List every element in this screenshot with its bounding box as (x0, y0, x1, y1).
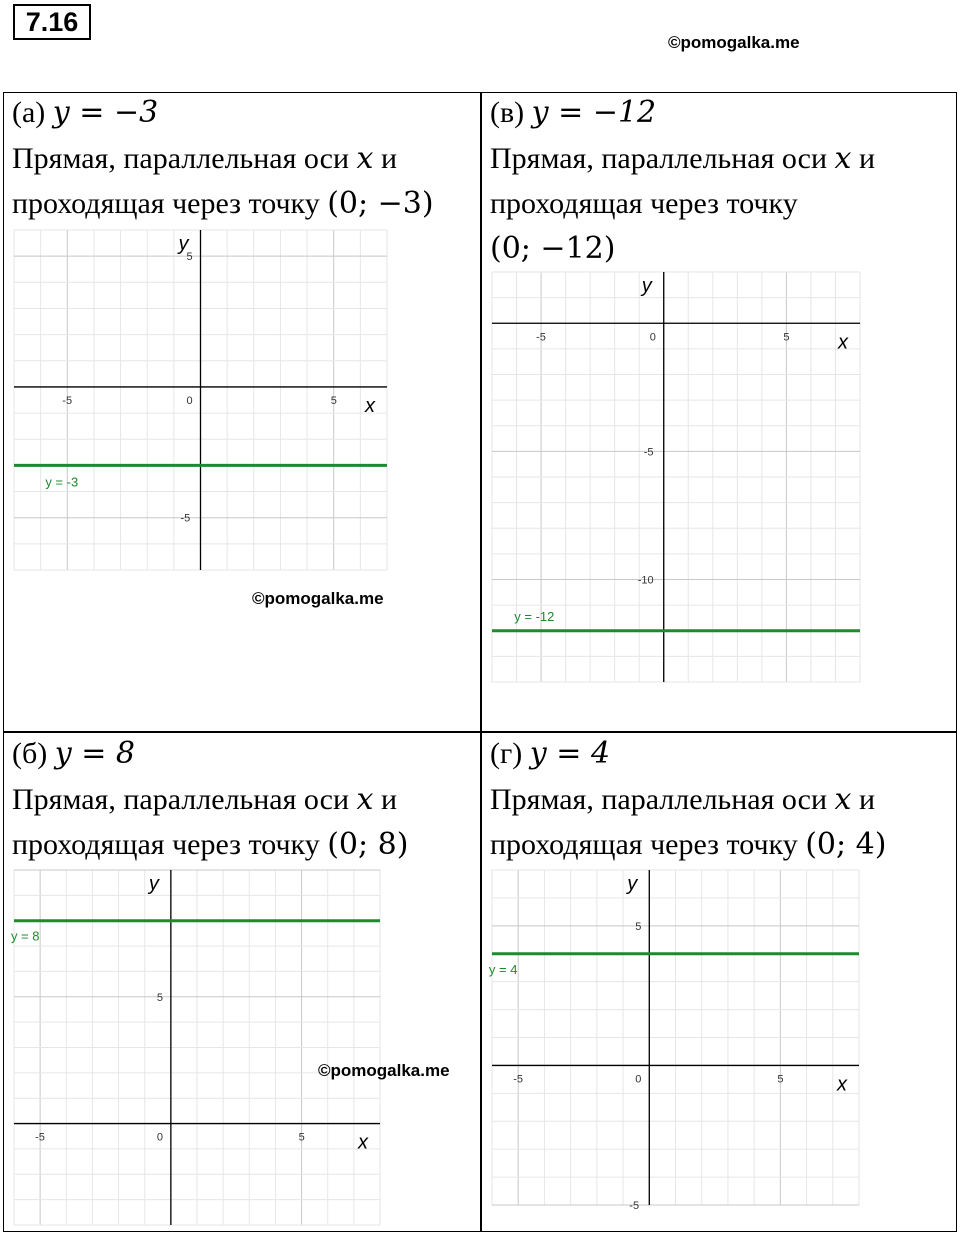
cell-v-conj: и (858, 142, 875, 175)
cell-g-desc2: проходящая через точку (490, 828, 798, 861)
y-axis-label: y (627, 873, 638, 895)
tick-label-x-neg: -5 (513, 1073, 523, 1086)
cell-v-axis-var: x (834, 141, 852, 176)
graph-a (14, 230, 387, 570)
tick-label-origin: 0 (156, 1131, 163, 1144)
tick-label-y-neg: -5 (180, 512, 191, 525)
y-axis-label: y (641, 275, 652, 297)
tick-label-y-pos: 5 (186, 251, 193, 264)
graph-line-label: y = 8 (10, 928, 40, 944)
tick-label-origin: 0 (186, 394, 193, 407)
cell-v-point: (0; −12) (490, 231, 616, 266)
tick-label-x-pos: 5 (298, 1131, 305, 1144)
cell-g-equation: y = 4 (529, 736, 611, 771)
cell-b-line1 (12, 777, 397, 822)
cell-a-desc: Прямая, параллельная оси (12, 142, 350, 175)
tick-label-x-pos: 5 (783, 331, 790, 344)
cell-b-desc: Прямая, параллельная оси (12, 783, 350, 816)
x-axis-label: x (838, 331, 848, 354)
cell-b-desc2: проходящая через точку (12, 828, 320, 861)
graph-b (10, 870, 380, 1225)
cell-v-heading (490, 90, 656, 135)
cell-b-axis-var: x (356, 782, 374, 817)
y-axis-label: y (178, 233, 189, 255)
cell-g-desc: Прямая, параллельная оси (490, 783, 828, 816)
cell-v-line1 (490, 136, 875, 181)
tick-label-x-neg: -5 (536, 331, 546, 344)
cell-v-desc: Прямая, параллельная оси (490, 142, 828, 175)
graph-g (488, 870, 859, 1212)
tick-label-origin: 0 (635, 1073, 642, 1086)
cell-a-equation: y = −3 (52, 95, 159, 130)
cell-b-heading (12, 731, 135, 776)
tick-label-y-neg: -5 (629, 1200, 640, 1212)
cell-a-desc2: проходящая через точку (12, 187, 320, 220)
problem-number: 7.16 (13, 4, 91, 40)
cell-a-conj: и (380, 142, 397, 175)
tick-label-x-pos: 5 (330, 394, 337, 407)
cell-a-watermark: ©pomogalka.me (252, 589, 384, 608)
graph-v (492, 272, 860, 682)
cell-g-axis-var: x (834, 782, 852, 817)
cell-a-line1 (12, 136, 397, 181)
cell-a-heading (12, 90, 158, 135)
cell-g-point: (0; 4) (805, 827, 887, 862)
cell-v-equation: y = −12 (531, 95, 657, 130)
cell-a-label: (а) (12, 96, 46, 129)
tick-label-y-pos: 5 (156, 991, 163, 1004)
cell-g-line2 (490, 822, 886, 867)
tick-label-y-pos: 5 (635, 920, 642, 933)
table-divider-horizontal (3, 731, 957, 733)
tick-label-x-pos: 5 (777, 1073, 784, 1086)
cell-v-label: (в) (490, 96, 525, 129)
cell-b-watermark: ©pomogalka.me (318, 1061, 450, 1080)
x-axis-label: x (358, 1131, 368, 1154)
cell-b-equation: y = 8 (54, 736, 135, 771)
y-axis-label: y (148, 873, 159, 895)
cell-a-line2 (12, 181, 434, 226)
tick-label-x-neg: -5 (62, 394, 73, 407)
x-axis-label: x (365, 394, 375, 417)
cell-g-line1 (490, 777, 875, 822)
cell-b-line2 (12, 822, 408, 867)
cell-g-label: (г) (490, 737, 523, 770)
cell-g-heading (490, 731, 610, 776)
graph-line-label: y = -12 (514, 608, 555, 624)
cell-g-conj: и (858, 783, 875, 816)
cell-b-point: (0; 8) (327, 827, 409, 862)
watermark: ©pomogalka.me (668, 33, 800, 52)
x-axis-label: x (837, 1073, 847, 1096)
graph-line-label: y = -3 (45, 474, 79, 490)
cell-a-axis-var: x (356, 141, 374, 176)
cell-b-conj: и (380, 783, 397, 816)
tick-label-y-neg2: -10 (637, 574, 654, 587)
graph-line-label: y = 4 (488, 961, 518, 977)
cell-b-label: (б) (12, 737, 48, 770)
table-divider-vertical (480, 92, 482, 1232)
tick-label-x-neg: -5 (35, 1131, 45, 1144)
tick-label-y-neg: -5 (643, 446, 654, 459)
cell-a-point: (0; −3) (327, 186, 434, 221)
cell-v-line2: проходящая через точку (490, 187, 798, 220)
tick-label-origin: 0 (649, 331, 656, 344)
